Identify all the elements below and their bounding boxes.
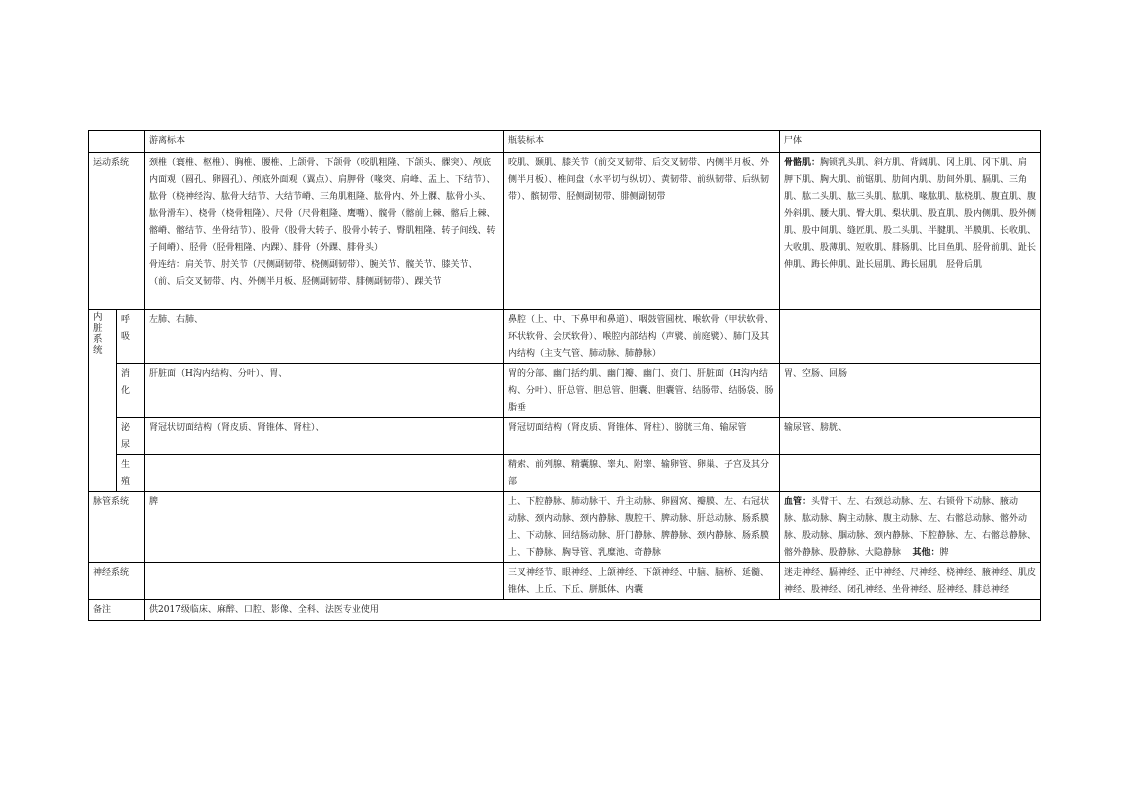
- vascular-bottled-cell: 上、下腔静脉、肺动脉干、升主动脉、卵圆窝、瓣膜、左、右冠状动脉、颈内动脉、颈内静脉、腹腔干、脾动脉、肝总动脉、肠系膜上、下动脉、回结肠动脉、肝门静脉、脾静脉、颈内静脉、肠系膜上、下静脉、胸导管、乳糜池、奇静脉: [504, 492, 780, 563]
- motor-cadaver-cell: [780, 153, 1041, 310]
- row-vascular-system: [89, 492, 1041, 563]
- motor-system-label: 运动系统: [89, 153, 145, 310]
- row-digestive: [89, 364, 1041, 418]
- row-reproductive: [89, 455, 1041, 492]
- skeletal-muscle-label: 骨骼肌：: [784, 158, 821, 168]
- row-motor-system: [89, 153, 1041, 310]
- visceral-system-label: 内脏系统: [89, 310, 117, 492]
- urinary-cadaver-cell: 输尿管、膀胱、: [780, 418, 1041, 455]
- nervous-free-cell: [145, 563, 504, 600]
- header-empty-cell: [89, 131, 145, 153]
- nervous-bottled-cell: 三叉神经节、眼神经、上颌神经、下颌神经、中脑、脑桥、延髓、锥体、上丘、下丘、胼胝体、内囊: [504, 563, 780, 600]
- remarks-text: 供2017级临床、麻醉、口腔、影像、全科、法医专业使用: [145, 600, 1041, 621]
- row-remarks: [89, 600, 1041, 621]
- header-free-specimens: 游离标本: [145, 131, 504, 153]
- row-respiratory: [89, 310, 1041, 364]
- vascular-system-label: 脉管系统: [89, 492, 145, 563]
- reproductive-free-cell: [145, 455, 504, 492]
- remarks-label: 备注: [89, 600, 145, 621]
- blood-vessel-list: 头臂干、左、右颈总动脉、左、右锁骨下动脉、腋动脉、肱动脉、胸主动脉、腹主动脉、左、右髂总动脉、髂外动脉、股动脉、腘动脉、颈内静脉、下腔静脉、左、右髂总静脉、髂外静脉、股静脉、大隐静脉: [784, 497, 1037, 558]
- other-list: 脾: [939, 548, 949, 558]
- specimen-table: [88, 130, 1041, 621]
- row-nervous-system: [89, 563, 1041, 600]
- motor-free-joints: 骨连结：肩关节、肘关节（尺侧副韧带、桡侧副韧带）、腕关节、髋关节、膝关节、（前、后交叉韧带、内、外侧半月板、胫侧副韧带、腓侧副韧带）、踝关节: [149, 260, 478, 287]
- motor-bottled-cell: 咬肌、颞肌、膝关节（前交叉韧带、后交叉韧带、内侧半月板、外侧半月板）、椎间盘（水平切与纵切）、黄韧带、前纵韧带、后纵韧带）、髌韧带、胫侧副韧带、腓侧副韧带: [504, 153, 780, 310]
- motor-free-bones: 颈椎（寰椎、枢椎）、胸椎、腰椎、上颌骨、下颌骨（咬肌粗隆、下颌头、髁突）、颅底内面观（圆孔、卵圆孔）、颅底外面观（翼点）、肩胛骨（喙突、肩峰、盂上、下结节）、肱骨（桡神经沟、肱骨大结节、大结节嵴、三角肌粗隆、肱骨内、外上髁、肱骨小头、肱骨滑车）、桡骨（桡骨粗隆）、尺骨（尺骨粗隆、鹰嘴）、髋骨（髂前上棘、髂后上棘、髂嵴、髂结节、坐骨结节）、股骨（股骨大转子、股骨小转子、臀肌粗隆、转子间线、转子间嵴）、胫骨（胫骨粗隆、内踝）、腓骨（外踝、腓骨头）: [149, 158, 496, 253]
- urinary-bottled-cell: 肾冠切面结构（肾皮质、肾锥体、肾柱）、膀胱三角、输尿管: [504, 418, 780, 455]
- row-urinary: [89, 418, 1041, 455]
- nervous-system-label: 神经系统: [89, 563, 145, 600]
- respiratory-bottled-cell: 鼻腔（上、中、下鼻甲和鼻道）、咽鼓管圆枕、喉软骨（甲状软骨、环状软骨、会厌软骨）、喉腔内部结构（声襞、前庭襞）、肺门及其内结构（主支气管、肺动脉、肺静脉）: [504, 310, 780, 364]
- skeletal-muscle-list: 胸锁乳头肌、斜方肌、背阔肌、冈上肌、冈下肌、肩胛下肌、胸大肌、前锯肌、肋间内肌、肋间外肌、膈肌、三角肌、肱二头肌、肱三头肌、肱肌、喙肱肌、肱桡肌、腹直肌、腹外斜肌、腰大肌、臀大肌、梨状肌、股直肌、股内侧肌、股外侧肌、股中间肌、缝匠肌、股二头肌、半腱肌、半膜肌、长收肌、大收肌、股薄肌、短收肌、腓肠肌、比目鱼肌、胫骨前肌、趾长伸肌、踇长伸肌、趾长屈肌、踇长屈肌 胫骨后肌: [784, 158, 1037, 270]
- header-row: [89, 131, 1041, 153]
- header-bottled-specimens: 瓶装标本: [504, 131, 780, 153]
- vascular-cadaver-cell: [780, 492, 1041, 563]
- reproductive-cadaver-cell: [780, 455, 1041, 492]
- digestive-bottled-cell: 胃的分部、幽门括约肌、幽门瓣、幽门、贲门、肝脏面（H沟内结构、分叶）、肝总管、胆总管、胆囊、胆囊管、结肠带、结肠袋、肠脂垂: [504, 364, 780, 418]
- reproductive-bottled-cell: 精索、前列腺、精囊腺、睾丸、附睾、输卵管、卵巢、子宫及其分部: [504, 455, 780, 492]
- respiratory-cadaver-cell: [780, 310, 1041, 364]
- motor-free-content: [149, 155, 499, 306]
- sub-digestive: 消化: [117, 364, 145, 418]
- digestive-cadaver-cell: 胃、空肠、回肠: [780, 364, 1041, 418]
- sub-urinary: 泌尿: [117, 418, 145, 455]
- blood-vessel-label: 血管：: [784, 497, 812, 507]
- respiratory-free-cell: 左肺、右肺、: [145, 310, 504, 364]
- digestive-free-cell: 肝脏面（H沟内结构、分叶）、胃、: [145, 364, 504, 418]
- urinary-free-cell: 肾冠状切面结构（肾皮质、肾锥体、肾柱）、: [145, 418, 504, 455]
- sub-respiratory: 呼吸: [117, 310, 145, 364]
- other-label: 其他：: [912, 548, 940, 558]
- header-cadaver: 尸体: [780, 131, 1041, 153]
- motor-free-cell: [145, 153, 504, 310]
- vascular-free-cell: 脾: [145, 492, 504, 563]
- nervous-cadaver-cell: 迷走神经、膈神经、正中神经、尺神经、桡神经、腋神经、肌皮神经、股神经、闭孔神经、坐骨神经、胫神经、腓总神经: [780, 563, 1041, 600]
- sub-reproductive: 生殖: [117, 455, 145, 492]
